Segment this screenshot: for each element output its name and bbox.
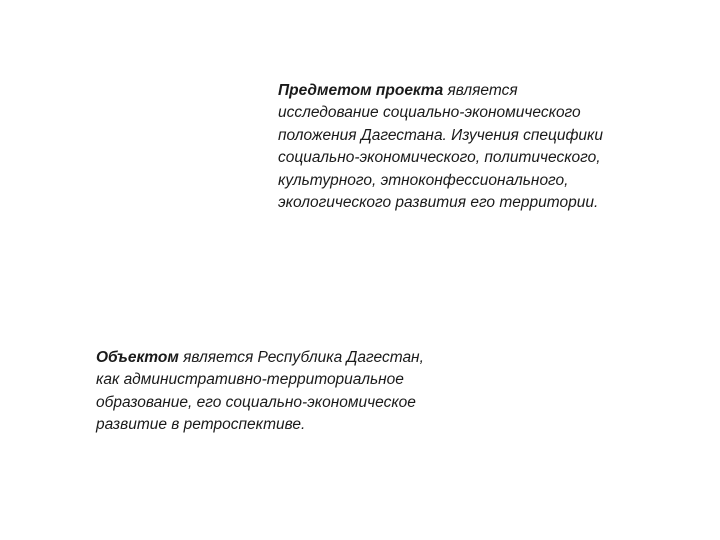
object-paragraph <box>96 347 456 437</box>
object-line-4: развитие в ретроспективе. <box>96 416 306 434</box>
subject-line-6: экологического развития его территории. <box>278 194 599 212</box>
object-line-2: как административно-территориальное <box>96 371 404 389</box>
subject-paragraph <box>278 80 638 214</box>
object-term: Объектом <box>96 349 179 366</box>
subject-line-4: социально-экономического, политического, <box>278 149 601 167</box>
subject-line-5: культурного, этноконфессионального, <box>278 171 569 189</box>
object-line-1-text: является Республика Дагестан, <box>183 349 424 366</box>
object-line-3: образование, его социально-экономическое <box>96 393 416 411</box>
subject-line-2: исследование социально-экономического <box>278 104 581 122</box>
object-line-1 <box>96 347 456 369</box>
subject-line-3: положения Дагестана. Изучения специфики <box>278 126 603 144</box>
subject-term: Предметом проекта <box>278 82 444 99</box>
subject-line-1 <box>278 80 638 102</box>
subject-line-1-text: является <box>447 82 518 99</box>
